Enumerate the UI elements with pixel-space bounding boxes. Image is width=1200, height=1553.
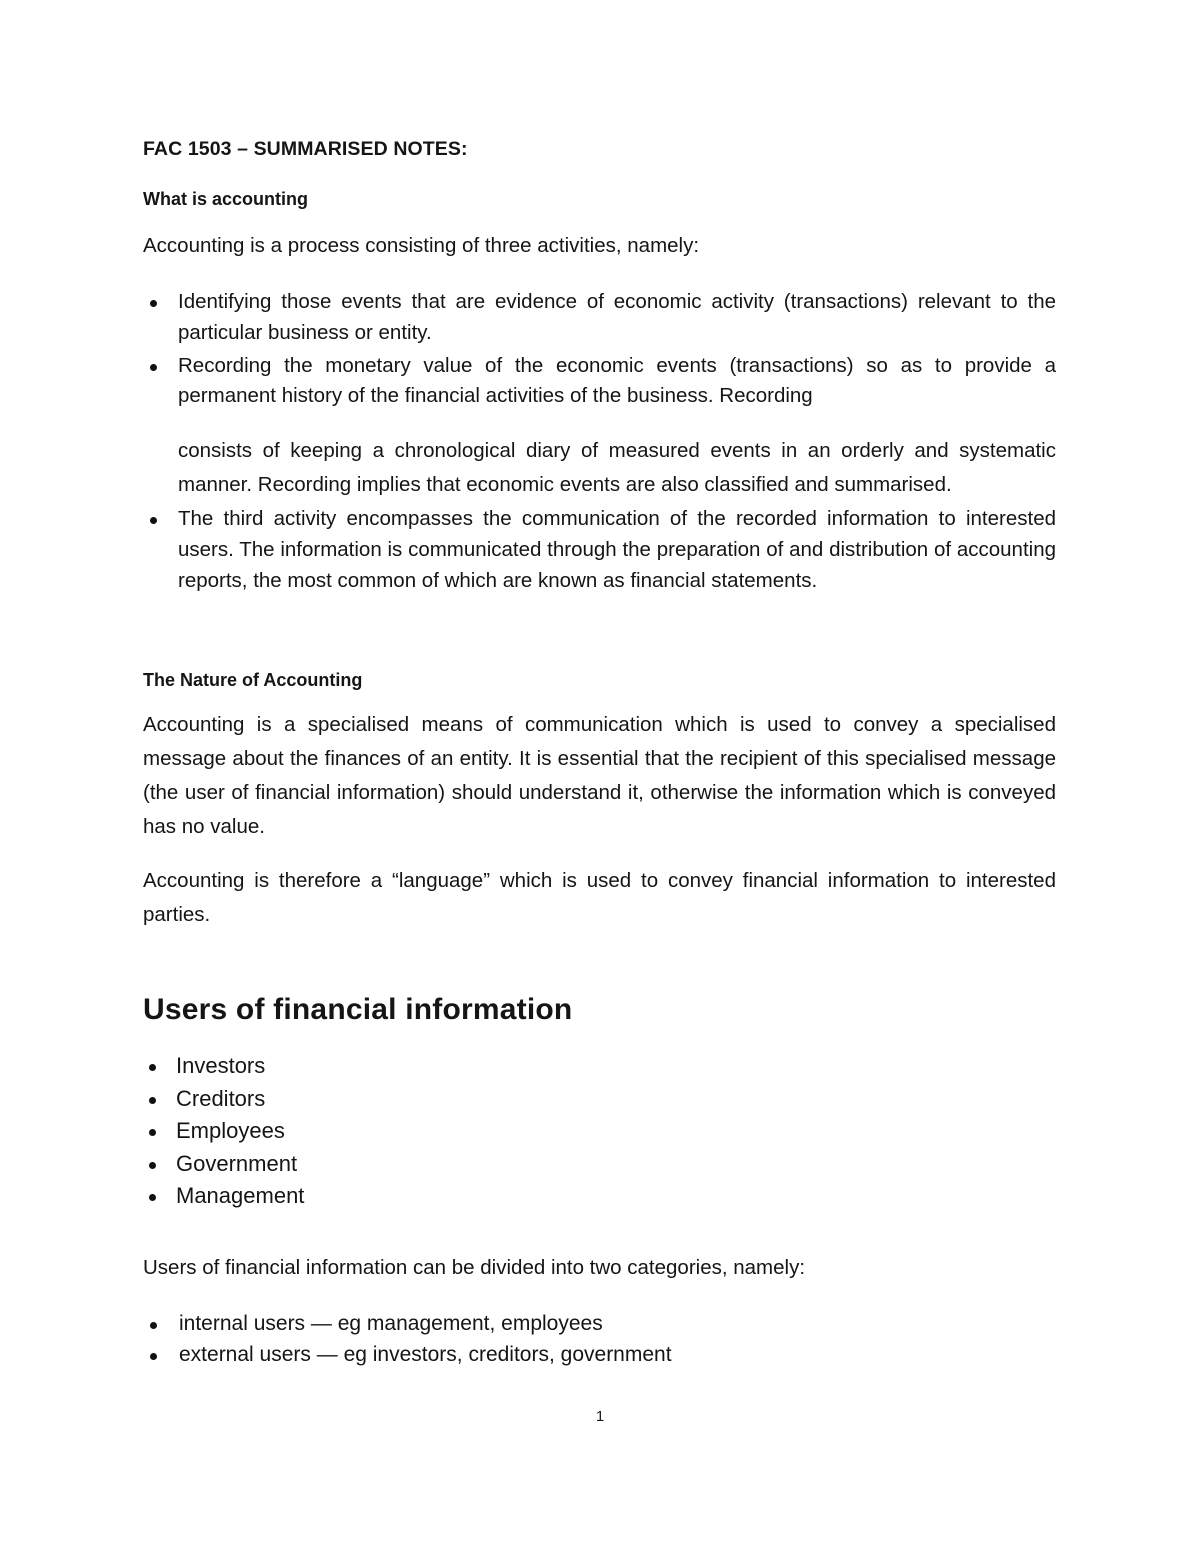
list-item: Identifying those events that are evidence of economic activity (transactions) relevant to the particular business or entity.	[143, 287, 1056, 349]
users-categories-intro: Users of financial information can be divided into two categories, namely:	[143, 1255, 806, 1279]
section-heading-users-of-financial-information: Users of financial information	[143, 992, 573, 1026]
list-item-continuation: consists of keeping a chronological diary of measured events in an orderly and systematic manner. Recording implies that economic events are also classified and summarised.	[178, 439, 1056, 497]
list-item: Investors	[143, 1050, 1056, 1083]
list-item: external users — eg investors, creditors, government	[143, 1340, 1056, 1371]
spacer	[143, 598, 1056, 670]
spacer	[143, 263, 1056, 287]
list-item	[143, 351, 1056, 503]
list-item: internal users — eg management, employees	[143, 1309, 1056, 1340]
list-item: Management	[143, 1180, 1056, 1213]
list-item	[143, 504, 1056, 596]
document-content	[143, 138, 1056, 1370]
spacer	[143, 932, 1056, 992]
user-categories-list	[143, 1309, 1056, 1371]
list-item: Government	[143, 1148, 1056, 1181]
section-heading-what-is-accounting: What is accounting	[143, 189, 309, 210]
section-heading-nature-of-accounting: The Nature of Accounting	[143, 670, 363, 691]
page-number: 1	[595, 1408, 605, 1425]
users-list	[143, 1050, 1056, 1213]
nature-paragraph-2: Accounting is therefore a “language” which is used to convey financial information to interested parties.	[143, 868, 1056, 926]
list-item-text: Recording the monetary value of the economic events (transactions) so as to provide a permanent history of the financial activities of the business. Recording	[178, 353, 1056, 408]
spacer	[143, 1285, 1056, 1309]
list-item: Creditors	[143, 1083, 1056, 1116]
list-item-text: The third activity encompasses the communication of the recorded information to interested users. The information is communicated through the preparation of and distribution of accounting reports, the most common of which are known as financial statements.	[178, 507, 1056, 592]
nature-paragraph-1: Accounting is a specialised means of communication which is used to convey a specialised message about the finances of an entity. It is essential that the recipient of this specialised message (the user of financial information) should understand it, otherwise the information which is conveyed has no value.	[143, 712, 1056, 838]
accounting-intro-paragraph: Accounting is a process consisting of three activities, namely:	[143, 233, 700, 257]
accounting-activities-list	[143, 287, 1056, 596]
list-item: Employees	[143, 1115, 1056, 1148]
page-title: FAC 1503 – SUMMARISED NOTES:	[143, 138, 468, 160]
spacer	[143, 1213, 1056, 1251]
